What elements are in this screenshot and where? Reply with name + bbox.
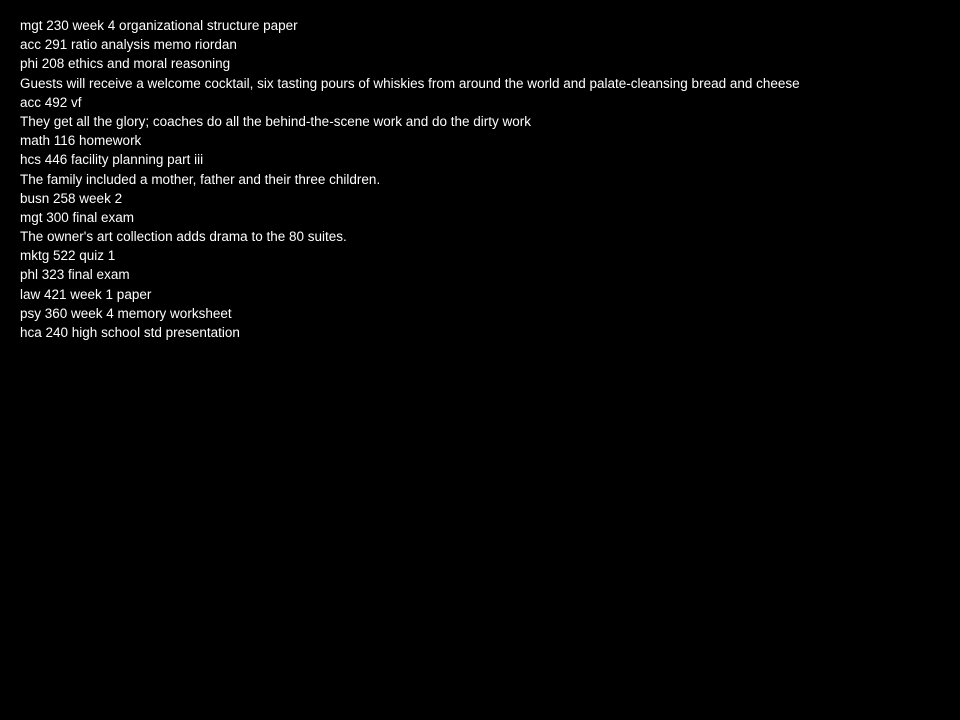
text-line: mgt 300 final exam xyxy=(20,209,135,225)
text-line: Guests will receive a welcome cocktail, six tasting pours of whiskies from around the world and palate-cleansing bread and cheese xyxy=(20,75,800,91)
text-line: busn 258 week 2 xyxy=(20,190,123,206)
text-line: hca 240 high school std presentation xyxy=(20,325,240,340)
text-line: phi 208 ethics and moral reasoning xyxy=(20,56,231,72)
text-line: mgt 230 week 4 organizational structure paper xyxy=(20,18,298,33)
text-line: acc 291 ratio analysis memo riordan xyxy=(20,37,237,53)
text-line: math 116 homework xyxy=(20,133,142,149)
text-line: The owner's art collection adds drama to the 80 suites. xyxy=(20,229,347,245)
text-line: acc 492 vf xyxy=(20,94,82,110)
text-line: hcs 446 facility planning part iii xyxy=(20,152,204,168)
text-line: They get all the glory; coaches do all the behind-the-scene work and do the dirty work xyxy=(20,113,532,129)
text-line: phl 323 final exam xyxy=(20,267,130,283)
text-line: psy 360 week 4 memory worksheet xyxy=(20,305,232,321)
text-line: mktg 522 quiz 1 xyxy=(20,248,116,264)
text-line: The family included a mother, father and their three children. xyxy=(20,171,381,187)
text-block xyxy=(20,16,940,342)
text-line: law 421 week 1 paper xyxy=(20,286,152,302)
